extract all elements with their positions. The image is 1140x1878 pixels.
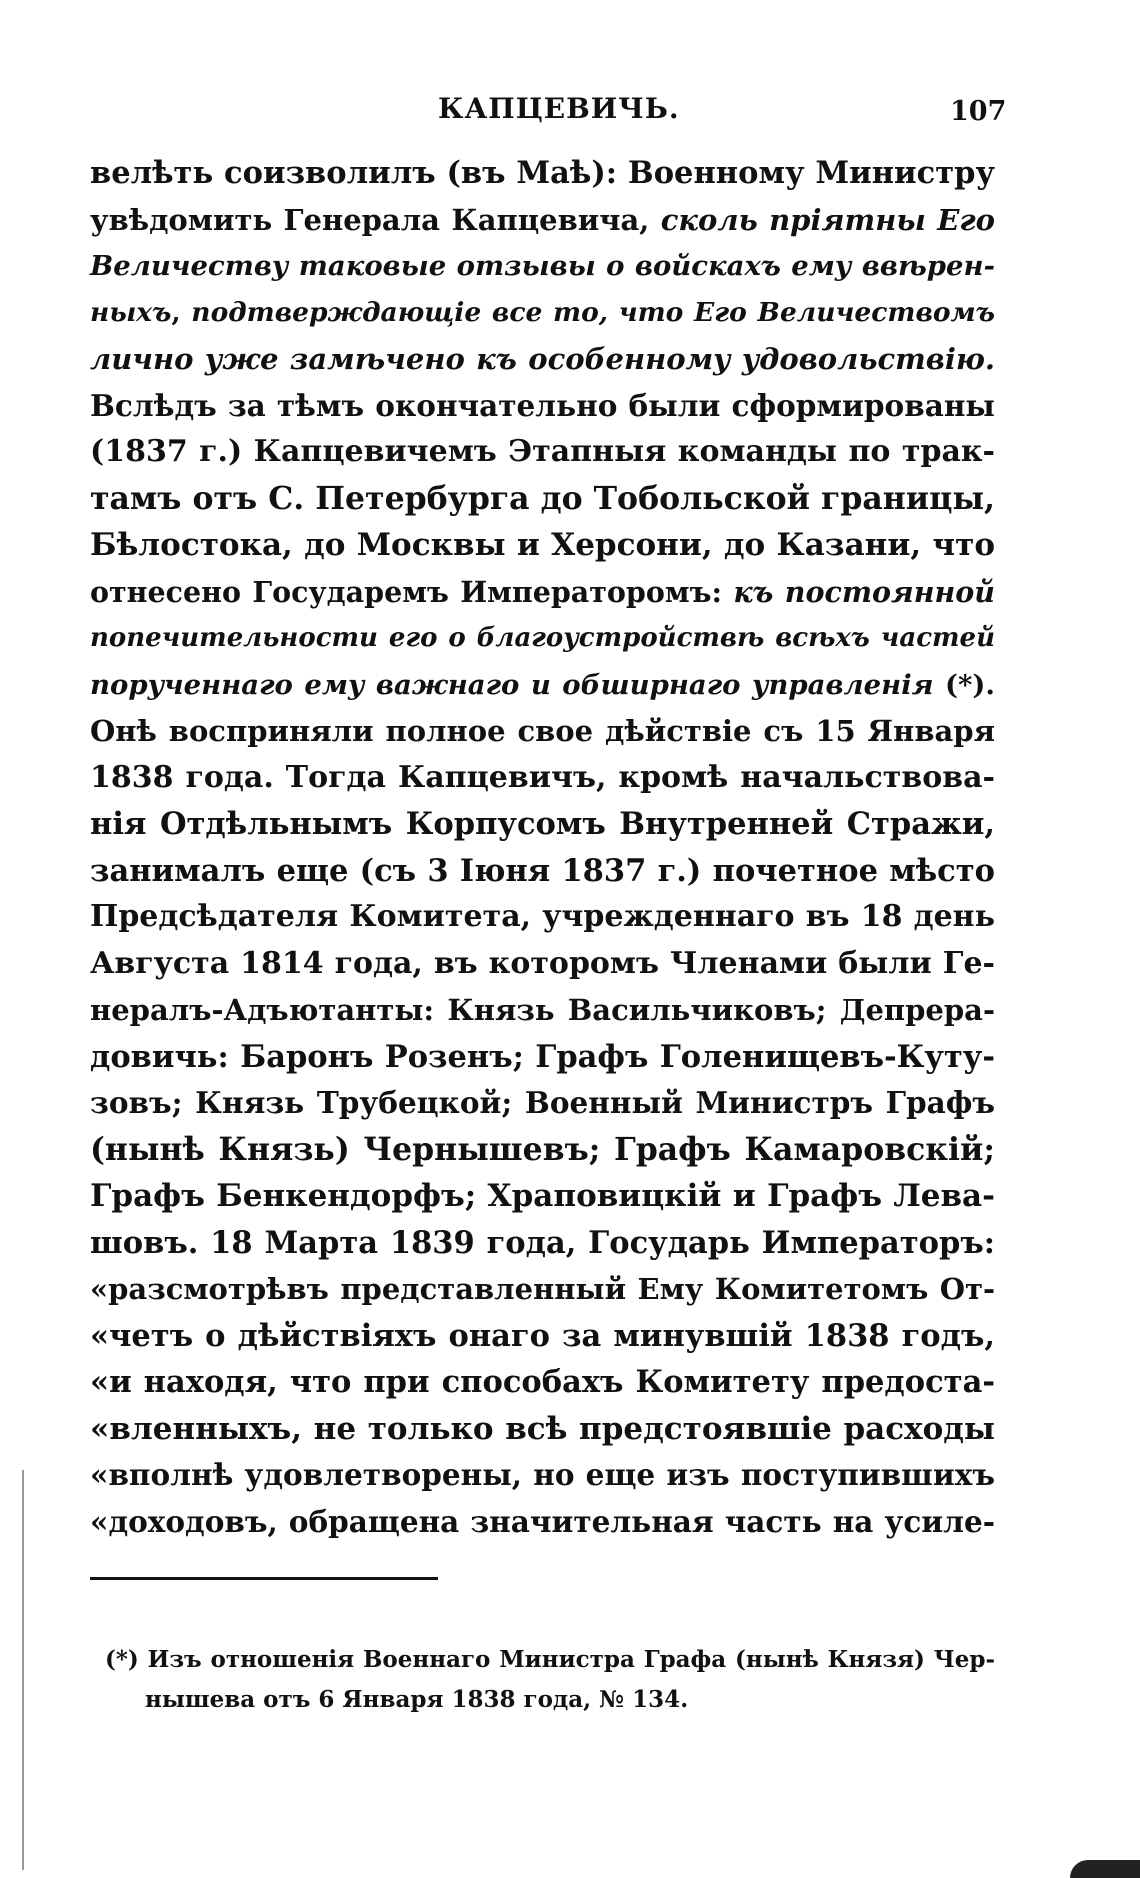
text-line: [90, 1220, 995, 1267]
italic-text: Величеству таковые отзывы о войскахъ ему ввѣрен-: [90, 250, 995, 282]
text-segment: 1838 года. Тогда Капцевичъ, кромѣ начальствова-: [90, 759, 995, 795]
text-line: [90, 150, 995, 197]
text-segment: «разсмотрѣвъ представленный Ему Комитетомъ От-: [90, 1272, 995, 1306]
page-number: 107: [950, 96, 1007, 127]
text-segment: (1837 г.) Капцевичемъ Этапныя команды по трак-: [90, 434, 995, 469]
text-segment: «и находя, что при способахъ Комитету предоста-: [90, 1364, 995, 1400]
text-line: [90, 848, 995, 895]
text-segment: зовъ; Князь Трубецкой; Военный Министръ Графъ: [90, 1085, 995, 1120]
text-line: [90, 1266, 995, 1313]
text-line: [90, 1173, 995, 1220]
text-line: [90, 1127, 995, 1174]
text-segment: «четъ о дѣйствіяхъ онаго за минувшій 1838 годъ,: [90, 1317, 995, 1354]
footnote-rule: [90, 1577, 438, 1580]
text-segment: ,: [171, 296, 192, 328]
text-line: [90, 1452, 995, 1499]
text-segment: (нынѣ Князь) Чернышевъ; Графъ Камаровскій;: [90, 1130, 995, 1168]
italic-text: попечительности его о благоустройствѣ всѣхъ частей: [90, 623, 995, 653]
text-line: [90, 941, 995, 988]
text-segment: довичь: Баронъ Розенъ; Графъ Голенищевъ-Куту-: [90, 1038, 995, 1075]
italic-text: къ постоянной: [733, 574, 995, 609]
text-segment: тамъ отъ С. Петербурга до Тобольской границы,: [90, 479, 995, 517]
text-line: [90, 336, 995, 383]
text-line: [90, 615, 995, 662]
text-segment: Августа 1814 года, въ которомъ Членами были Ге-: [90, 945, 995, 981]
footnote-line: нышева отъ 6 Января 1838 года, № 134.: [145, 1686, 689, 1713]
text-line: [90, 708, 995, 755]
text-segment: нералъ-Адъютанты: Князь Васильчиковъ; Депрера-: [90, 993, 995, 1027]
text-line: [90, 1034, 995, 1081]
italic-text: ныхъ: [90, 296, 172, 328]
text-line: [90, 522, 995, 569]
page-gutter-shadow: [22, 1470, 24, 1870]
text-segment: «вполнѣ удовлетворены, но еще изъ поступившихъ: [90, 1457, 995, 1492]
text-line: [90, 243, 995, 290]
text-segment: увѣдомить Генерала Капцевича,: [90, 202, 661, 237]
text-line: [90, 894, 995, 941]
text-segment: Графъ Бенкендорфъ; Храповицкій и Графъ Лева-: [90, 1178, 995, 1214]
text-segment: Бѣлостока, до Москвы и Херсони, до Казани, что: [90, 527, 995, 563]
footnote: [105, 1640, 995, 1720]
text-line: [90, 662, 995, 709]
text-line: [90, 1499, 995, 1546]
text-line: [90, 801, 995, 848]
italic-text: подтверждающіе все то, что Его Величествомъ: [191, 296, 995, 328]
italic-text: сколь пріятны Его: [660, 202, 996, 237]
text-segment: занималъ еще (съ 3 Іюня 1837 г.) почетное мѣсто: [90, 852, 995, 889]
text-line: [90, 755, 995, 802]
italic-text: порученнаго ему важнаго и обширнаго управленія: [90, 668, 934, 701]
text-segment: велѣть соизволилъ (въ Маѣ): Военному Министру: [90, 155, 995, 191]
text-line: [90, 1406, 995, 1453]
text-segment: нія Отдѣльнымъ Корпусомъ Внутренней Стражи,: [90, 806, 995, 842]
italic-text: лично уже замѣчено къ особенному удовольствію.: [90, 342, 995, 376]
text-segment: Предсѣдателя Комитета, учрежденнаго въ 18 день: [90, 899, 995, 934]
main-text-block: [90, 150, 995, 1545]
text-segment: «вленныхъ, не только всѣ предстоявшіе расходы: [90, 1410, 995, 1447]
text-line: [90, 1080, 995, 1127]
scan-corner-mark: [1070, 1860, 1140, 1878]
text-segment: отнесено Государемъ Императоромъ:: [90, 574, 734, 609]
text-line: [90, 987, 995, 1034]
text-segment: шовъ. 18 Марта 1839 года, Государь Императоръ:: [90, 1224, 995, 1261]
text-line: [90, 476, 995, 523]
text-segment: (*).: [933, 668, 995, 701]
footnote-line: (*) Изъ отношенія Военнаго Министра Графа (нынѣ Князя) Чер-: [105, 1646, 995, 1673]
text-segment: Вслѣдъ за тѣмъ окончательно были сформированы: [90, 387, 995, 423]
text-line: [90, 1359, 995, 1406]
text-segment: «доходовъ, обращена значительная часть на усиле-: [90, 1503, 995, 1539]
text-line: [90, 429, 995, 476]
running-head: КАПЦЕВИЧЬ.: [438, 92, 680, 125]
text-line: [90, 383, 995, 430]
text-segment: Онѣ восприняли полное свое дѣйствіе съ 15 Января: [90, 714, 995, 748]
text-line: [90, 197, 995, 244]
text-line: [90, 1313, 995, 1360]
text-line: [90, 290, 995, 337]
text-line: [90, 569, 995, 616]
